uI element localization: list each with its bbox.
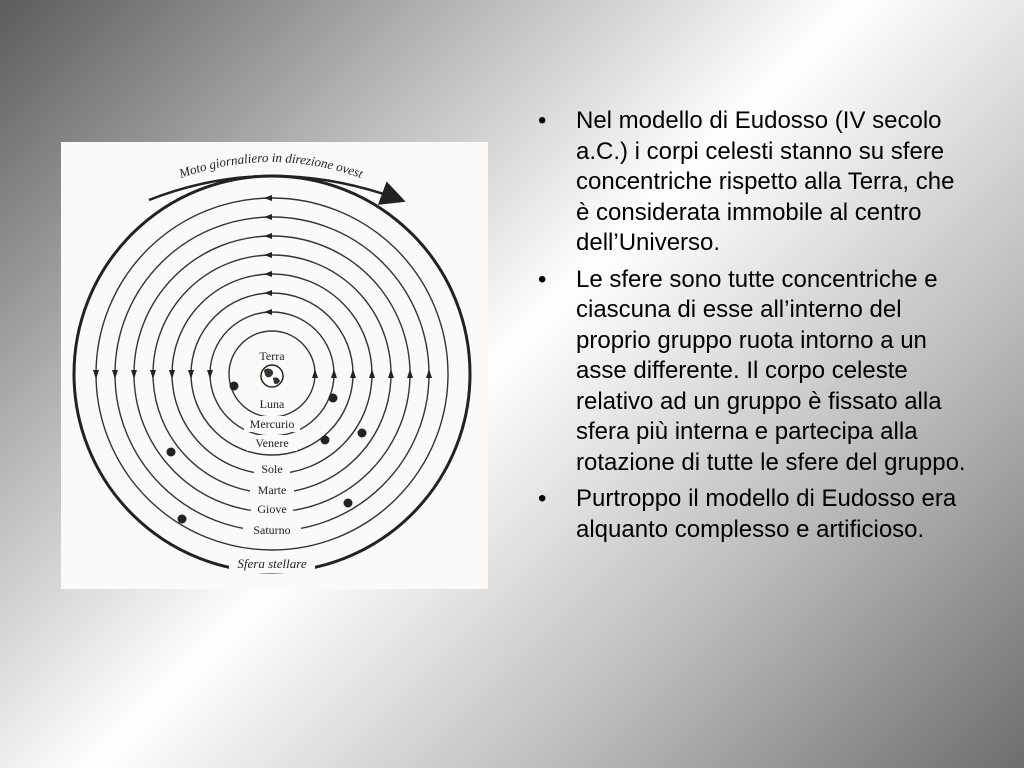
saturn-label: Saturno	[253, 523, 291, 537]
left-arrowheads	[93, 370, 213, 379]
stellar-sphere-label: Sfera stellare	[237, 556, 307, 571]
sun-label: Sole	[261, 462, 283, 476]
right-arrowheads	[312, 369, 432, 378]
arrowhead	[369, 369, 375, 378]
arrowhead	[426, 369, 432, 378]
bullet-item: • Purtroppo il modello di Eudosso era alquanto complesso e artificioso.	[534, 484, 974, 545]
arrowhead	[312, 369, 318, 378]
earth-globe	[261, 365, 283, 387]
arrowhead	[407, 369, 413, 378]
arrowhead	[264, 290, 272, 296]
venus-label: Venere	[255, 436, 289, 450]
arrowhead	[188, 370, 194, 379]
arrowhead	[264, 309, 272, 315]
planet-dot	[358, 429, 367, 438]
arrowhead	[264, 214, 272, 220]
arrowhead	[331, 369, 337, 378]
bullet-item: • Nel modello di Eudosso (IV secolo a.C.) i corpi celesti stanno su sfere concentriche rispetto alla Terra, che è considerata immobile al centro dell’Universo.	[534, 106, 974, 259]
arrowhead	[388, 369, 394, 378]
arrowhead	[350, 369, 356, 378]
arrowhead	[264, 233, 272, 239]
mercury-label: Mercurio	[249, 417, 295, 431]
arrowhead	[264, 252, 272, 258]
planet-dot	[344, 499, 353, 508]
arrowhead	[150, 370, 156, 379]
arrowhead	[264, 195, 272, 201]
planet-dot	[321, 436, 330, 445]
planet-dot	[329, 394, 338, 403]
arrowhead	[207, 370, 213, 379]
diagram-svg	[61, 142, 488, 589]
arrowhead	[169, 370, 175, 379]
arrowhead	[264, 271, 272, 277]
arrowhead	[131, 370, 137, 379]
planet-dot	[230, 382, 239, 391]
moon-label: Luna	[259, 397, 285, 411]
arrowhead	[93, 370, 99, 379]
bullet-item: • Le sfere sono tutte concentriche e ciascuna di esse all’interno del proprio gruppo ruota intorno a un asse differente. Il corpo celeste relativo ad un gruppo è fissato alla sfera più interna e partecipa alla rotazione di tutte le sfere del gruppo.	[534, 265, 974, 479]
jupiter-label: Giove	[257, 502, 287, 516]
top-arrowheads	[264, 195, 272, 315]
daily-motion-label: Moto giornaliero in direzione ovest	[177, 149, 366, 182]
planet-dot	[178, 515, 187, 524]
mars-label: Marte	[257, 483, 287, 497]
planet-dot	[167, 448, 176, 457]
earth-label: Terra	[259, 349, 285, 363]
bullet-list	[534, 106, 974, 551]
eudoxus-spheres-diagram	[61, 142, 488, 589]
arrowhead	[112, 370, 118, 379]
